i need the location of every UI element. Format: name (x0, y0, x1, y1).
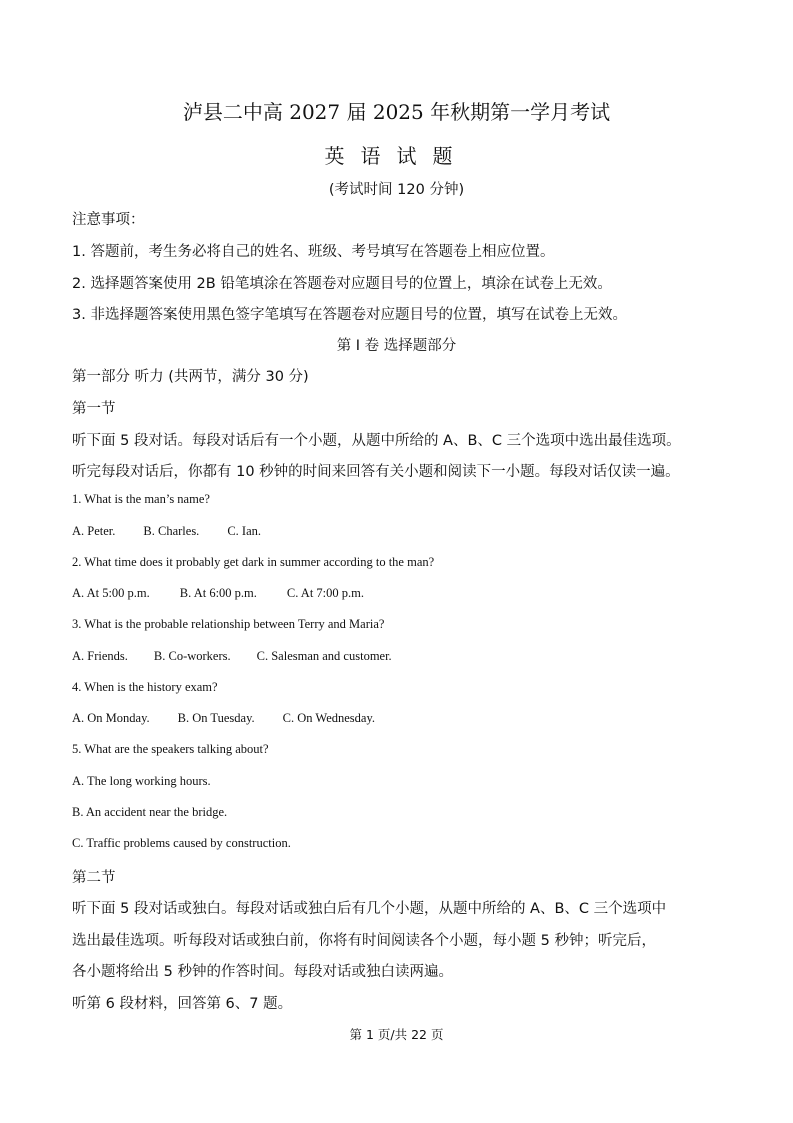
part-heading: 第一部分 听力 (共两节，满分 30 分) (72, 369, 309, 385)
exam-title: 泸县二中高 2027 届 2025 年秋期第一学月考试 (182, 100, 611, 124)
question-stem: 4. When is the history exam? (72, 680, 218, 694)
option: B. An accident near the bridge. (72, 805, 228, 819)
section-heading: 第一节 (72, 401, 116, 417)
option: C. On Wednesday. (282, 711, 376, 725)
notice-heading: 注意事项： (72, 212, 145, 228)
section-instruction: 选出最佳选项。听每段对话或独白前，你将有时间阅读各个小题，每小题 5 秒钟；听完后， (72, 933, 656, 949)
question-stem: 2. What time does it probably get dark in summer according to the man? (72, 555, 435, 569)
option: C. Salesman and customer. (256, 649, 392, 663)
section-heading: 第二节 (72, 870, 116, 886)
option: A. On Monday. (72, 711, 150, 725)
option: A. The long working hours. (72, 774, 211, 788)
option: B. Co-workers. (153, 649, 231, 663)
option: A. At 5:00 p.m. (72, 586, 150, 600)
option: B. Charles. (143, 524, 200, 538)
question-options (72, 649, 418, 664)
subject-title: 英语试题 (324, 144, 469, 168)
section-instruction: 听下面 5 段对话。每段对话后有一个小题，从题中所给的 A、B、C 三个选项中选出最佳选项。 (72, 433, 681, 449)
option: C. Traffic problems caused by construction. (72, 836, 291, 850)
option: C. Ian. (227, 524, 261, 538)
option: B. On Tuesday. (177, 711, 255, 725)
section-instruction: 各小题将给出 5 秒钟的作答时间。每段对话或独白读两遍。 (72, 964, 453, 980)
option: C. At 7:00 p.m. (286, 586, 364, 600)
page-footer: 第 1 页/共 22 页 (349, 1027, 444, 1042)
exam-duration: (考试时间 120 分钟) (328, 182, 465, 198)
option: A. Friends. (72, 649, 128, 663)
question-options (72, 524, 287, 539)
notice-item: 3. 非选择题答案使用黑色签字笔填写在答题卷对应题目号的位置，填写在试卷上无效。 (72, 307, 627, 323)
volume-heading: 第 I 卷 选择题部分 (336, 338, 457, 354)
section-instruction: 听完每段对话后，你都有 10 秒钟的时间来回答有关小题和阅读下一小题。每段对话仅读一遍。 (72, 464, 680, 480)
question-stem: 3. What is the probable relationship between Terry and Maria? (72, 617, 385, 631)
question-stem: 1. What is the man’s name? (72, 492, 210, 506)
notice-item: 2. 选择题答案使用 2B 铅笔填涂在答题卷对应题目号的位置上，填涂在试卷上无效。 (72, 276, 612, 292)
section-instruction: 听下面 5 段对话或独白。每段对话或独白后有几个小题，从题中所给的 A、B、C 三个选项中 (72, 901, 667, 917)
question-stem: 5. What are the speakers talking about? (72, 742, 269, 756)
question-options (72, 711, 401, 726)
section-instruction: 听第 6 段材料，回答第 6、7 题。 (72, 996, 293, 1012)
option: A. Peter. (72, 524, 116, 538)
option: B. At 6:00 p.m. (179, 586, 257, 600)
notice-item: 1. 答题前，考生务必将自己的姓名、班级、考号填写在答题卷上相应位置。 (72, 244, 555, 260)
question-options (72, 586, 390, 601)
